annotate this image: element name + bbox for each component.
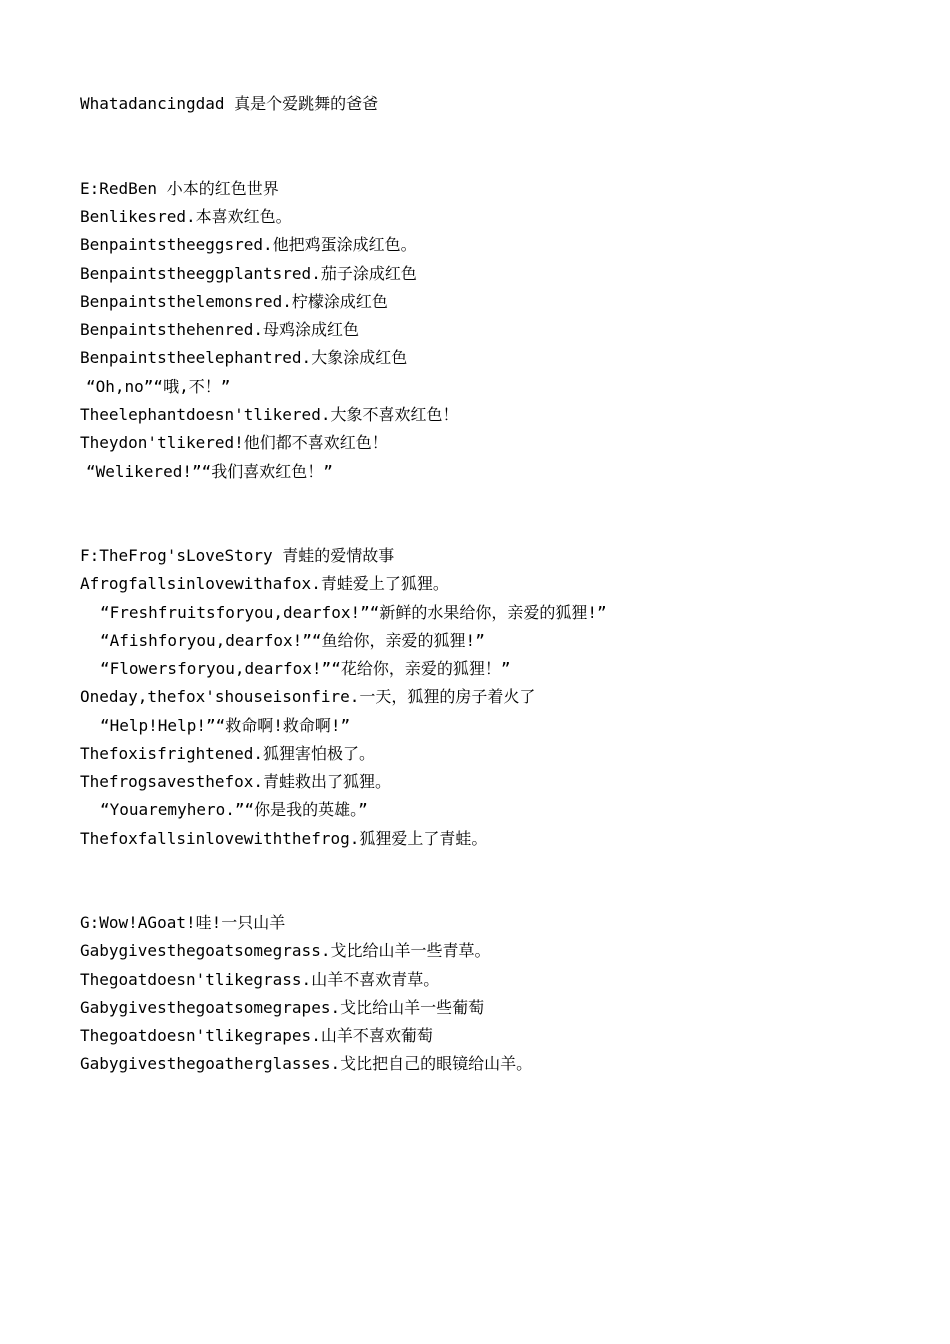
section-f-line: “Youaremyhero.”“你是我的英雄。” xyxy=(100,800,368,819)
section-e-line: Theydon'tlikered!他们都不喜欢红色！ xyxy=(80,433,388,452)
section-e-heading: E:RedBen 小本的红色世界 xyxy=(80,179,279,198)
section-f-line: Thefoxfallsinlovewiththefrog.狐狸爱上了青蛙。 xyxy=(80,829,488,848)
section-f-line: “Flowersforyou,dearfox!”“花给你，亲爱的狐狸！” xyxy=(100,659,511,678)
section-f-line: Thefoxisfrightened.狐狸害怕极了。 xyxy=(80,744,376,763)
section-f-line: Oneday,thefox'shouseisonfire.一天，狐狸的房子着火了 xyxy=(80,687,536,706)
section-f-line: Afrogfallsinlovewithafox.青蛙爱上了狐狸。 xyxy=(80,574,449,593)
section-e-line: “Welikered!”“我们喜欢红色！” xyxy=(86,462,333,481)
section-g-line: Gabygivesthegoatherglasses.戈比把自己的眼镜给山羊。 xyxy=(80,1054,533,1073)
section-e-line: “Oh,no”“哦,不！” xyxy=(86,377,231,396)
section-g-line: Gabygivesthegoatsomegrass.戈比给山羊一些青草。 xyxy=(80,941,491,960)
section-e-line: Benpaintstheeggsred.他把鸡蛋涂成红色。 xyxy=(80,235,417,254)
section-e-line: Benlikesred.本喜欢红色。 xyxy=(80,207,292,226)
section-e-line: Theelephantdoesn'tlikered.大象不喜欢红色！ xyxy=(80,405,459,424)
section-e-line: Benpaintsthehenred.母鸡涂成红色 xyxy=(80,320,360,339)
section-f-line: Thefrogsavesthefox.青蛙救出了狐狸。 xyxy=(80,772,392,791)
section-e-line: Benpaintstheelephantred.大象涂成红色 xyxy=(80,348,408,367)
section-f-line: “Help!Help!”“救命啊!救命啊!” xyxy=(100,716,351,735)
section-f-line: “Afishforyou,dearfox!”“鱼给你，亲爱的狐狸!” xyxy=(100,631,485,650)
section-g-heading: G:Wow!AGoat!哇!一只山羊 xyxy=(80,913,286,932)
section-e-line: Benpaintsthelemonsred.柠檬涂成红色 xyxy=(80,292,388,311)
section-e-line: Benpaintstheeggplantsred.茄子涂成红色 xyxy=(80,264,417,283)
section-g-line: Thegoatdoesn'tlikegrass.山羊不喜欢青草。 xyxy=(80,970,440,989)
document-title: Whatadancingdad 真是个爱跳舞的爸爸 xyxy=(80,94,379,113)
section-g-line: Gabygivesthegoatsomegrapes.戈比给山羊一些葡萄 xyxy=(80,998,485,1017)
section-g-line: Thegoatdoesn'tlikegrapes.山羊不喜欢葡萄 xyxy=(80,1026,433,1045)
section-f-line: “Freshfruitsforyou,dearfox!”“新鲜的水果给你，亲爱的狐狸!” xyxy=(100,603,607,622)
section-f-heading: F:TheFrog'sLoveStory 青蛙的爱情故事 xyxy=(80,546,395,565)
